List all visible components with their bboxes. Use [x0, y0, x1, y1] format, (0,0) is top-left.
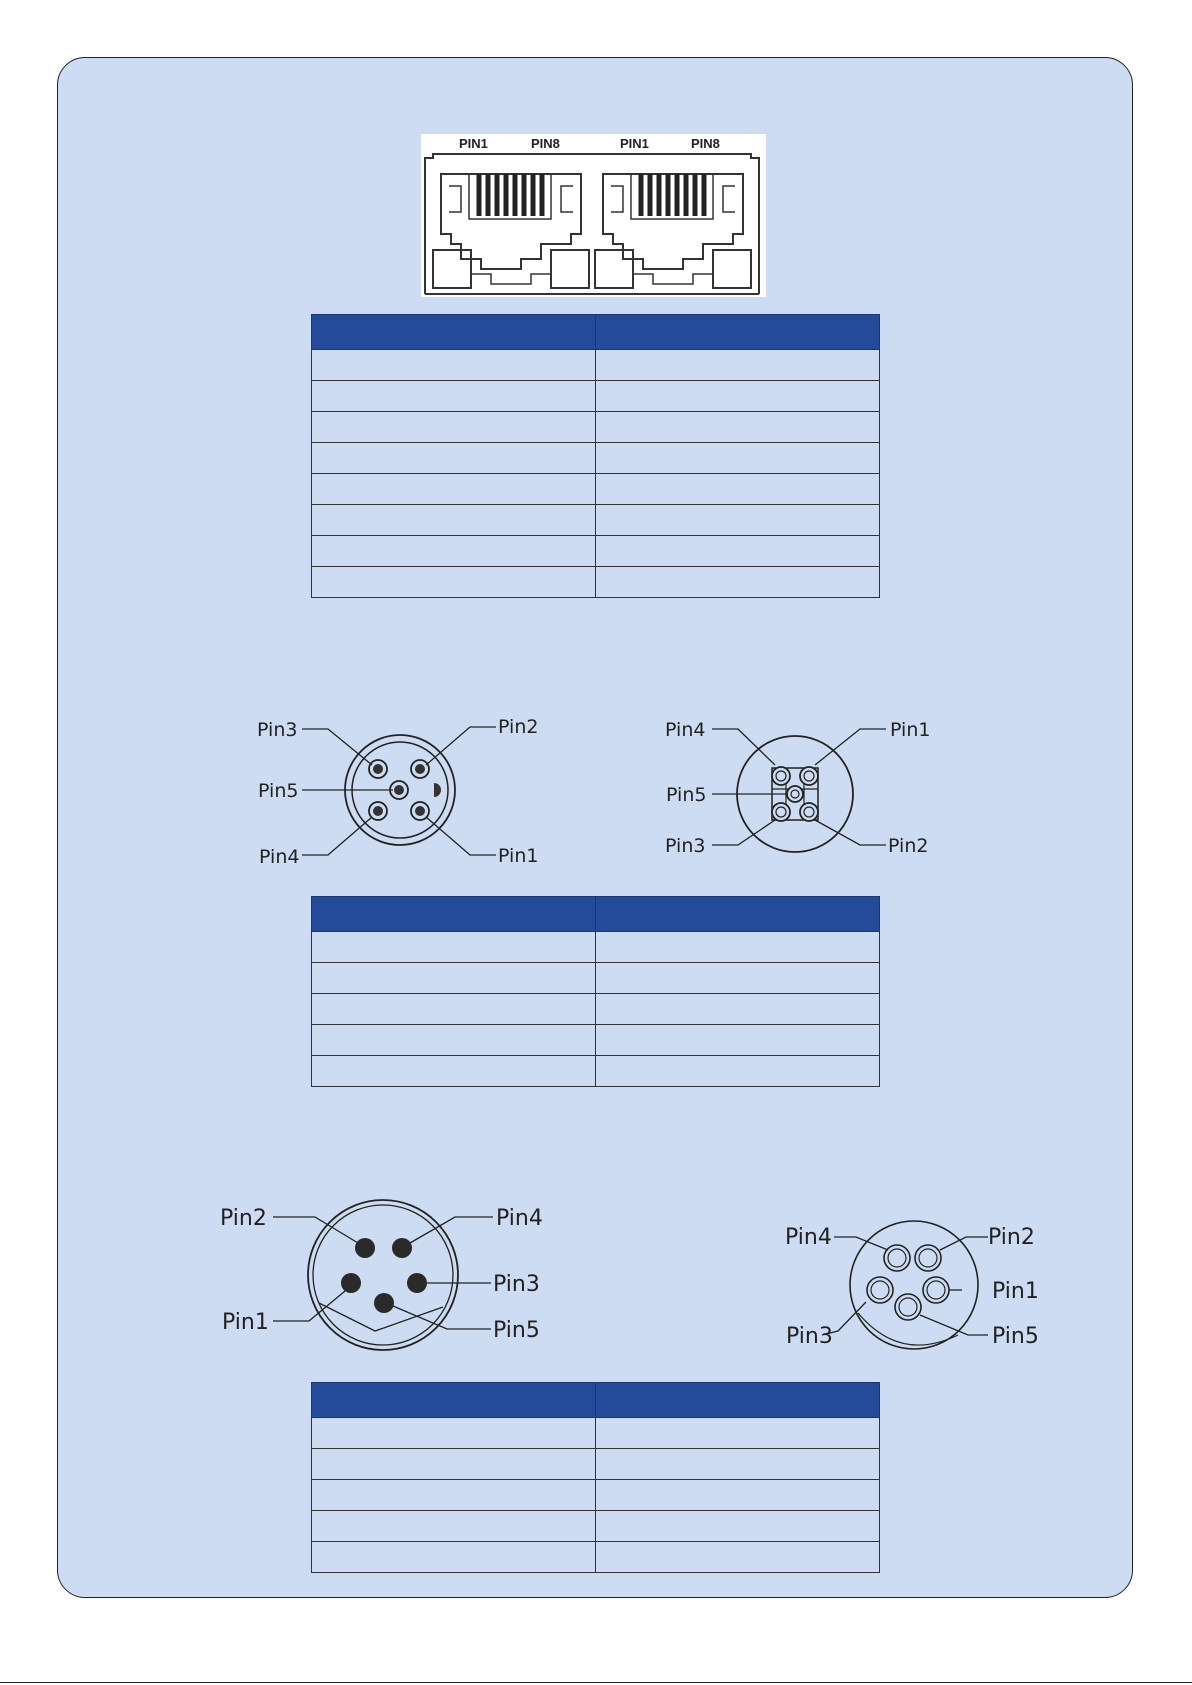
connector-b-male-pin5-label: Pin5	[493, 1318, 540, 1343]
table-cell	[596, 932, 880, 963]
table-row	[312, 994, 880, 1025]
table-cell	[596, 1542, 880, 1573]
table-cell	[596, 567, 880, 598]
table-header-cell	[312, 1383, 596, 1418]
table-cell	[596, 381, 880, 412]
table-cell	[312, 536, 596, 567]
m12-a-pin-table	[311, 896, 880, 1087]
table-cell	[596, 1025, 880, 1056]
rj45-dual-port-diagram	[421, 134, 766, 297]
table-row	[312, 1056, 880, 1087]
table-row	[312, 1480, 880, 1511]
table-cell	[596, 412, 880, 443]
table-row	[312, 412, 880, 443]
m12-a-male-pin2-label: Pin2	[498, 716, 539, 738]
table-cell	[312, 567, 596, 598]
table-header-row	[312, 315, 880, 350]
m12-a-female-pin2-label: Pin2	[888, 835, 929, 857]
table-cell	[312, 932, 596, 963]
table-row	[312, 443, 880, 474]
table-row	[312, 1025, 880, 1056]
table-header-cell	[596, 1383, 880, 1418]
table-row	[312, 963, 880, 994]
m12-a-female-diagram	[660, 705, 960, 875]
table-cell	[596, 1418, 880, 1449]
table-cell	[312, 474, 596, 505]
table-header-row	[312, 897, 880, 932]
rj45-right-port	[595, 174, 751, 288]
table-row	[312, 1418, 880, 1449]
m12-a-female-pin1-label: Pin1	[890, 719, 931, 741]
table-cell	[596, 1056, 880, 1087]
connector-b-female-pin4-label: Pin4	[785, 1225, 832, 1250]
rj45-right-pin8-label: PIN8	[691, 136, 720, 151]
table-row	[312, 1511, 880, 1542]
table-cell	[312, 505, 596, 536]
page-bottom-rule	[0, 1682, 1192, 1683]
table-cell	[596, 994, 880, 1025]
table-header-cell	[596, 897, 880, 932]
connector-b-female-pin5-label: Pin5	[992, 1324, 1039, 1349]
table-cell	[312, 412, 596, 443]
m12-a-male-pin1-label: Pin1	[498, 845, 539, 867]
connector-b-female-pin3-label: Pin3	[786, 1324, 833, 1349]
table-header-cell	[596, 315, 880, 350]
table-header-row	[312, 1383, 880, 1418]
table-cell	[596, 1449, 880, 1480]
table-cell	[312, 994, 596, 1025]
table-cell	[596, 1511, 880, 1542]
table-cell	[596, 505, 880, 536]
connector-b-male-pin3-label: Pin3	[493, 1272, 540, 1297]
table-row	[312, 505, 880, 536]
table-cell	[312, 1056, 596, 1087]
table-cell	[596, 350, 880, 381]
table-row	[312, 350, 880, 381]
connector-b-female-pin2-label: Pin2	[988, 1225, 1035, 1250]
table-row	[312, 1449, 880, 1480]
table-row	[312, 932, 880, 963]
m12-a-male-pin4-label: Pin4	[259, 846, 300, 868]
connector-b-male-pin4-label: Pin4	[496, 1206, 543, 1231]
table-row	[312, 381, 880, 412]
connector-b-female-diagram	[780, 1215, 1060, 1355]
table-cell	[312, 1511, 596, 1542]
connector-b-male-pin1-label: Pin1	[222, 1310, 269, 1335]
table-cell	[312, 1025, 596, 1056]
table-cell	[312, 1418, 596, 1449]
connector-b-female-pin1-label: Pin1	[992, 1279, 1039, 1304]
table-cell	[312, 1449, 596, 1480]
table-cell	[312, 963, 596, 994]
connector-b-male-pin2-label: Pin2	[220, 1206, 267, 1231]
rj45-drawing	[421, 134, 766, 297]
table-row	[312, 1542, 880, 1573]
m12-a-female-pin4-label: Pin4	[665, 719, 706, 741]
table-header-cell	[312, 315, 596, 350]
table-row	[312, 536, 880, 567]
table-cell	[596, 1480, 880, 1511]
m12-a-male-pin3-label: Pin3	[257, 719, 298, 741]
connector-b-pin-table	[311, 1382, 880, 1573]
table-header-cell	[312, 897, 596, 932]
table-row	[312, 474, 880, 505]
table-cell	[312, 443, 596, 474]
table-cell	[596, 536, 880, 567]
m12-a-male-diagram	[250, 705, 550, 875]
table-cell	[596, 963, 880, 994]
rj45-right-pin1-label: PIN1	[620, 136, 649, 151]
rj45-left-pin1-label: PIN1	[459, 136, 488, 151]
table-cell	[312, 381, 596, 412]
m12-a-male-pin5-label: Pin5	[258, 780, 299, 802]
m12-a-female-pin3-label: Pin3	[665, 835, 706, 857]
table-cell	[312, 1480, 596, 1511]
table-cell	[596, 474, 880, 505]
table-row	[312, 567, 880, 598]
table-cell	[312, 350, 596, 381]
table-cell	[596, 443, 880, 474]
rj45-left-port	[433, 174, 589, 288]
rj45-pin-table	[311, 314, 880, 598]
rj45-left-pin8-label: PIN8	[531, 136, 560, 151]
table-cell	[312, 1542, 596, 1573]
m12-a-female-pin5-label: Pin5	[666, 784, 707, 806]
connector-b-male-diagram	[215, 1195, 555, 1355]
